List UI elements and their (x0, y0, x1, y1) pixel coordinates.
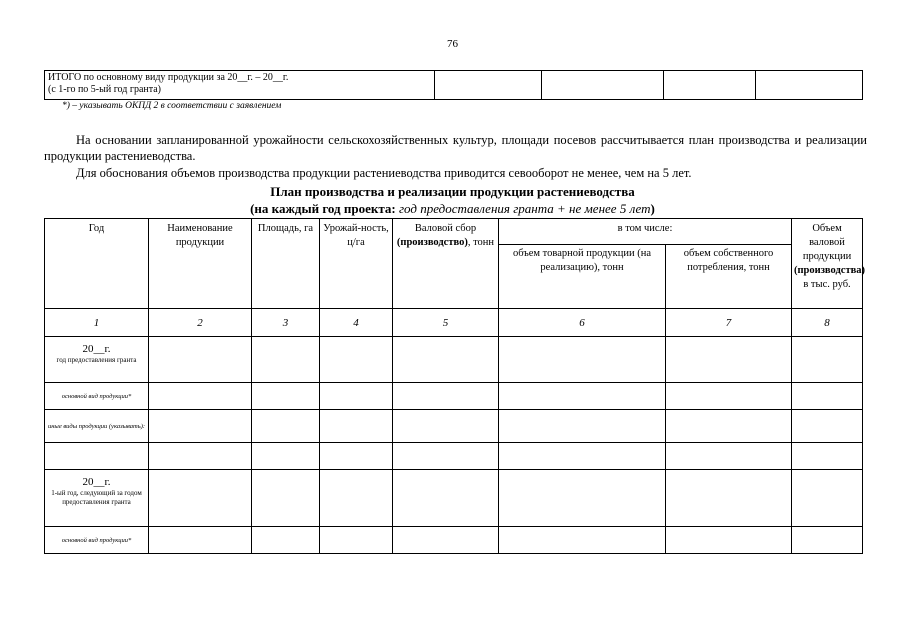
table-cell[interactable] (499, 337, 666, 383)
header-commodity-volume: объем товарной продукции (на реализацию), тонн (499, 245, 666, 309)
year-description: год предоставления гранта (56, 356, 137, 364)
year-cell (45, 337, 149, 383)
totals-table (44, 70, 863, 100)
table-cell[interactable] (393, 527, 499, 554)
table-cell[interactable] (252, 383, 320, 410)
table-cell[interactable] (792, 470, 863, 527)
plan-title: План производства и реализации продукции растениеводства (270, 184, 635, 199)
totals-cell[interactable] (542, 71, 664, 100)
header-row (45, 219, 863, 245)
table-cell[interactable] (320, 383, 393, 410)
table-cell[interactable] (666, 527, 792, 554)
table-row (45, 410, 863, 443)
production-plan-table (44, 218, 866, 554)
header-including: в том числе: (499, 219, 792, 245)
table-row (45, 337, 863, 383)
table-cell[interactable] (393, 410, 499, 443)
gross-post: , тонн (467, 237, 495, 248)
header-area: Площадь, га (252, 219, 320, 309)
table-cell[interactable] (393, 383, 499, 410)
gross-bold: (производство) (396, 237, 468, 248)
table-cell[interactable] (666, 410, 792, 443)
table-cell[interactable] (499, 383, 666, 410)
table-cell[interactable] (792, 410, 863, 443)
table-cell[interactable] (393, 470, 499, 527)
header-yield: Урожай-ность, ц/га (320, 219, 393, 309)
table-row (45, 527, 863, 554)
table-cell[interactable] (792, 443, 863, 470)
table-cell[interactable] (45, 443, 149, 470)
table-cell[interactable] (252, 410, 320, 443)
table-cell[interactable] (666, 337, 792, 383)
table-cell[interactable] (393, 337, 499, 383)
column-number: 7 (666, 309, 792, 337)
column-number-row (45, 309, 863, 337)
table-cell[interactable] (252, 443, 320, 470)
paragraph-crop-rotation: Для обоснования объемов производства продукции растениеводства приводится севооборот не менее, чем на 5 лет. (76, 166, 692, 180)
column-number: 8 (792, 309, 863, 337)
column-number: 3 (252, 309, 320, 337)
value-pre: Объем валовой продукции (802, 223, 852, 262)
table-cell[interactable] (320, 470, 393, 527)
table-cell[interactable] (252, 470, 320, 527)
footnote: *) – указывать ОКПД 2 в соответствии с заявлением (62, 101, 282, 111)
header-gross-harvest (393, 219, 499, 309)
table-cell[interactable] (149, 337, 252, 383)
year-cell (45, 470, 149, 527)
row-label-main-product: основной вид продукции* (45, 527, 149, 554)
totals-cell[interactable] (435, 71, 542, 100)
header-product-name: Наименование продукции (149, 219, 252, 309)
totals-cell[interactable] (756, 71, 863, 100)
totals-label-line2: (с 1-го по 5-ый год гранта) (48, 84, 162, 95)
header-own-consumption: объем собственного потребления, тонн (666, 245, 792, 309)
table-cell[interactable] (792, 527, 863, 554)
table-row (45, 383, 863, 410)
table-cell[interactable] (149, 527, 252, 554)
paragraph-yield-basis: На основании запланированной урожайности сельскохозяйственных культур, площади посевов рассчитывается план производства и реализации продукции растениеводства. (44, 133, 867, 163)
table-cell[interactable] (149, 410, 252, 443)
table-cell[interactable] (320, 527, 393, 554)
column-number: 1 (45, 309, 149, 337)
table-cell[interactable] (320, 337, 393, 383)
table-cell[interactable] (149, 443, 252, 470)
totals-label-line1: ИТОГО по основному виду продукции за 20__г. – 20__г. (48, 72, 289, 83)
column-number: 5 (393, 309, 499, 337)
header-gross-value (792, 219, 866, 309)
table-cell[interactable] (393, 443, 499, 470)
header-year: Год (45, 219, 149, 309)
totals-row (45, 71, 863, 100)
value-bold: (производства) (794, 265, 866, 276)
page-number: 76 (447, 38, 458, 50)
table-cell[interactable] (792, 337, 863, 383)
year-label: 20__г. (82, 476, 111, 488)
table-cell[interactable] (499, 527, 666, 554)
year-label: 20__г. (82, 343, 111, 355)
table-cell[interactable] (252, 527, 320, 554)
table-row (45, 443, 863, 470)
value-post: в тыс. руб. (803, 279, 851, 290)
table-cell[interactable] (666, 470, 792, 527)
table-cell[interactable] (499, 410, 666, 443)
table-cell[interactable] (666, 443, 792, 470)
year-description: 1-ый год, следующий за годом предоставления гранта (51, 489, 142, 506)
subtitle-bold-end: ) (650, 201, 655, 216)
totals-cell[interactable] (664, 71, 756, 100)
column-number: 6 (499, 309, 666, 337)
plan-subtitle (0, 201, 905, 216)
column-number: 2 (149, 309, 252, 337)
subtitle-bold-start: (на каждый год проекта: (250, 201, 396, 216)
gross-pre: Валовой сбор (414, 223, 477, 234)
totals-label (45, 71, 435, 100)
table-cell[interactable] (792, 383, 863, 410)
table-cell[interactable] (320, 410, 393, 443)
column-number: 4 (320, 309, 393, 337)
table-cell[interactable] (149, 470, 252, 527)
subtitle-italic: год предоставления гранта + не менее 5 лет (395, 201, 651, 216)
table-cell[interactable] (499, 443, 666, 470)
table-cell[interactable] (499, 470, 666, 527)
table-cell[interactable] (320, 443, 393, 470)
row-label-other-products: иные виды продукции (указывать): (45, 410, 149, 443)
table-cell[interactable] (252, 337, 320, 383)
table-cell[interactable] (666, 383, 792, 410)
table-row (45, 470, 863, 527)
row-label-main-product: основной вид продукции* (45, 383, 149, 410)
table-cell[interactable] (149, 383, 252, 410)
